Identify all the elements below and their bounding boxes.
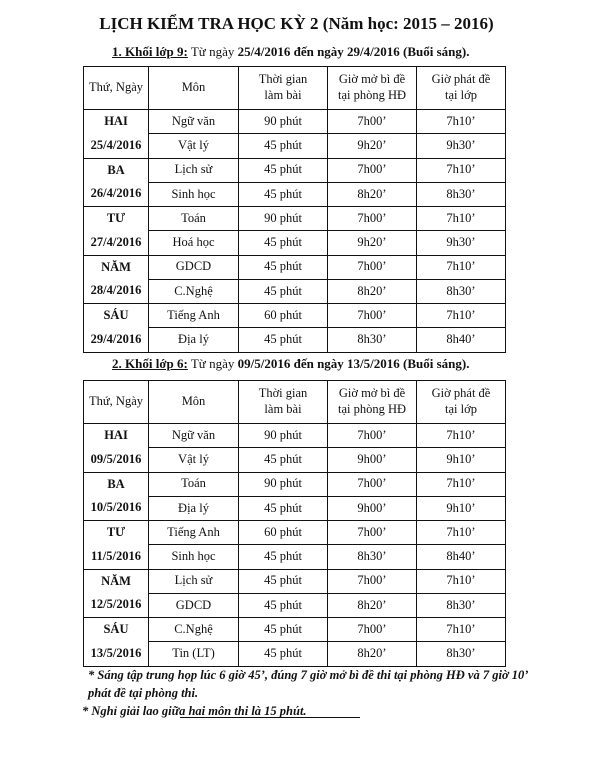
- duration-cell: 90 phút: [239, 110, 328, 134]
- subject-cell: Toán: [149, 472, 239, 496]
- divider-line: [180, 717, 360, 718]
- distribute-time-cell: 8h40’: [417, 545, 506, 569]
- open-time-cell: 8h20’: [328, 279, 417, 303]
- duration-cell: 45 phút: [239, 448, 328, 472]
- distribute-time-cell: 8h30’: [417, 279, 506, 303]
- header-subject: Môn: [149, 67, 239, 110]
- table-body: [84, 110, 506, 353]
- table-row: [84, 521, 506, 545]
- table-row: [84, 207, 506, 231]
- duration-cell: 45 phút: [239, 134, 328, 158]
- day-date: 25/4/2016: [90, 137, 142, 152]
- day-cell: [84, 618, 149, 667]
- header-subject: Môn: [149, 381, 239, 424]
- day-name: HAI: [104, 114, 128, 128]
- page-title: LỊCH KIỂM TRA HỌC KỲ 2 (Năm học: 2015 – 2016): [99, 14, 494, 33]
- day-date: 26/4/2016: [90, 186, 142, 201]
- subject-cell: C.Nghệ: [149, 618, 239, 642]
- note-break: * Nghỉ giải lao giữa hai môn thi là 15 phút.: [82, 704, 307, 719]
- open-time-cell: 8h20’: [328, 642, 417, 666]
- duration-cell: 60 phút: [239, 304, 328, 328]
- day-cell: [84, 472, 149, 521]
- table-row: [84, 618, 506, 642]
- subject-cell: Lịch sử: [149, 569, 239, 593]
- day-date: 11/5/2016: [90, 548, 141, 563]
- open-time-cell: 8h20’: [328, 593, 417, 617]
- subject-cell: Tin (LT): [149, 642, 239, 666]
- day-name: NĂM: [101, 573, 131, 588]
- duration-cell: 45 phút: [239, 545, 328, 569]
- day-date: 28/4/2016: [90, 283, 142, 298]
- subject-cell: Ngữ văn: [149, 110, 239, 134]
- schedule-table-grade-6: [83, 380, 506, 667]
- duration-cell: 45 phút: [239, 642, 328, 666]
- subject-cell: Lịch sử: [149, 158, 239, 182]
- duration-cell: 90 phút: [239, 207, 328, 231]
- table-row: [84, 255, 506, 279]
- subject-cell: Sinh học: [149, 182, 239, 206]
- open-time-cell: 9h20’: [328, 134, 417, 158]
- table-row: [84, 569, 506, 593]
- header-open-time: Giờ mở bì đề tại phòng HĐ: [328, 381, 417, 424]
- subject-cell: Vật lý: [149, 448, 239, 472]
- subject-cell: Địa lý: [149, 496, 239, 520]
- day-date: 09/5/2016: [90, 451, 142, 466]
- day-cell: [84, 569, 149, 618]
- open-time-cell: 9h00’: [328, 496, 417, 520]
- open-time-cell: 9h20’: [328, 231, 417, 255]
- open-time-cell: 7h00’: [328, 618, 417, 642]
- day-name: HAI: [104, 428, 128, 442]
- duration-cell: 60 phút: [239, 521, 328, 545]
- distribute-time-cell: 7h10’: [417, 472, 506, 496]
- duration-cell: 45 phút: [239, 255, 328, 279]
- section-2-range: 09/5/2016 đến ngày 13/5/2016 (Buổi sáng).: [237, 356, 470, 371]
- day-name: BA: [107, 476, 125, 491]
- subject-cell: Hoá học: [149, 231, 239, 255]
- table-row: [84, 158, 506, 182]
- header-distribute-time: Giờ phát đề tại lớp: [417, 381, 506, 424]
- duration-cell: 90 phút: [239, 424, 328, 448]
- table-body: [84, 424, 506, 667]
- day-cell: [84, 207, 149, 256]
- duration-cell: 45 phút: [239, 182, 328, 206]
- duration-cell: 90 phút: [239, 472, 328, 496]
- subject-cell: Tiếng Anh: [149, 304, 239, 328]
- distribute-time-cell: 7h10’: [417, 304, 506, 328]
- distribute-time-cell: 8h40’: [417, 328, 506, 352]
- distribute-time-cell: 9h10’: [417, 496, 506, 520]
- subject-cell: GDCD: [149, 593, 239, 617]
- header-distribute-time: Giờ phát đề tại lớp: [417, 67, 506, 110]
- distribute-time-cell: 9h30’: [417, 231, 506, 255]
- day-date: 27/4/2016: [90, 234, 142, 249]
- subject-cell: Vật lý: [149, 134, 239, 158]
- schedule-table-grade-9: [83, 66, 506, 353]
- table-header-row: [84, 67, 506, 110]
- day-date: 13/5/2016: [90, 645, 142, 660]
- day-cell: [84, 304, 149, 353]
- distribute-time-cell: 7h10’: [417, 521, 506, 545]
- open-time-cell: 8h30’: [328, 545, 417, 569]
- open-time-cell: 7h00’: [328, 424, 417, 448]
- distribute-time-cell: 8h30’: [417, 593, 506, 617]
- note-meeting: * Sáng tập trung họp lúc 6 giờ 45’, đúng 7 giờ mở bì đề thi tại phòng HĐ và 7 giờ 10’ phát đề tại phòng thi.: [88, 668, 528, 701]
- table-row: [84, 110, 506, 134]
- open-time-cell: 9h00’: [328, 448, 417, 472]
- duration-cell: 45 phút: [239, 279, 328, 303]
- day-date: 12/5/2016: [90, 597, 142, 612]
- distribute-time-cell: 7h10’: [417, 424, 506, 448]
- table-row: [84, 472, 506, 496]
- duration-cell: 45 phút: [239, 158, 328, 182]
- table-row: [84, 304, 506, 328]
- distribute-time-cell: 9h10’: [417, 448, 506, 472]
- header-day: Thứ, Ngày: [84, 67, 149, 110]
- section-1-range: 25/4/2016 đến ngày 29/4/2016 (Buổi sáng).: [237, 44, 470, 59]
- subject-cell: Địa lý: [149, 328, 239, 352]
- day-cell: [84, 110, 149, 159]
- header-duration: Thời gian làm bài: [239, 67, 328, 110]
- open-time-cell: 7h00’: [328, 521, 417, 545]
- open-time-cell: 7h00’: [328, 472, 417, 496]
- open-time-cell: 7h00’: [328, 255, 417, 279]
- open-time-cell: 7h00’: [328, 158, 417, 182]
- day-cell: [84, 521, 149, 570]
- distribute-time-cell: 9h30’: [417, 134, 506, 158]
- table-header-row: [84, 381, 506, 424]
- subject-cell: GDCD: [149, 255, 239, 279]
- duration-cell: 45 phút: [239, 231, 328, 255]
- day-name: TƯ: [106, 525, 126, 539]
- duration-cell: 45 phút: [239, 569, 328, 593]
- subject-cell: Tiếng Anh: [149, 521, 239, 545]
- section-1-from: Từ ngày: [187, 44, 238, 59]
- section-2-heading: [112, 356, 469, 372]
- distribute-time-cell: 7h10’: [417, 158, 506, 182]
- distribute-time-cell: 8h30’: [417, 642, 506, 666]
- day-cell: [84, 158, 149, 207]
- subject-cell: C.Nghệ: [149, 279, 239, 303]
- header-day: Thứ, Ngày: [84, 381, 149, 424]
- subject-cell: Ngữ văn: [149, 424, 239, 448]
- subject-cell: Sinh học: [149, 545, 239, 569]
- distribute-time-cell: 7h10’: [417, 207, 506, 231]
- header-open-time: Giờ mở bì đề tại phòng HĐ: [328, 67, 417, 110]
- distribute-time-cell: 8h30’: [417, 182, 506, 206]
- table-row: [84, 424, 506, 448]
- distribute-time-cell: 7h10’: [417, 255, 506, 279]
- section-2-from: Từ ngày: [187, 356, 238, 371]
- section-1-label: 1. Khối lớp 9:: [112, 44, 188, 59]
- open-time-cell: 7h00’: [328, 110, 417, 134]
- subject-cell: Toán: [149, 207, 239, 231]
- open-time-cell: 8h20’: [328, 182, 417, 206]
- duration-cell: 45 phút: [239, 328, 328, 352]
- notes-block: [82, 666, 538, 720]
- day-name: TƯ: [106, 211, 126, 225]
- open-time-cell: 7h00’: [328, 569, 417, 593]
- duration-cell: 45 phút: [239, 618, 328, 642]
- day-name: SÁU: [103, 622, 129, 636]
- day-name: NĂM: [101, 259, 131, 274]
- day-date: 10/5/2016: [90, 500, 142, 515]
- day-date: 29/4/2016: [90, 331, 142, 346]
- open-time-cell: 8h30’: [328, 328, 417, 352]
- distribute-time-cell: 7h10’: [417, 569, 506, 593]
- distribute-time-cell: 7h10’: [417, 110, 506, 134]
- day-name: BA: [107, 162, 125, 177]
- distribute-time-cell: 7h10’: [417, 618, 506, 642]
- open-time-cell: 7h00’: [328, 304, 417, 328]
- day-cell: [84, 255, 149, 304]
- header-duration: Thời gian làm bài: [239, 381, 328, 424]
- day-cell: [84, 424, 149, 473]
- section-1-heading: [112, 44, 469, 60]
- duration-cell: 45 phút: [239, 593, 328, 617]
- day-name: SÁU: [103, 308, 129, 322]
- section-2-label: 2. Khối lớp 6:: [112, 356, 188, 371]
- duration-cell: 45 phút: [239, 496, 328, 520]
- open-time-cell: 7h00’: [328, 207, 417, 231]
